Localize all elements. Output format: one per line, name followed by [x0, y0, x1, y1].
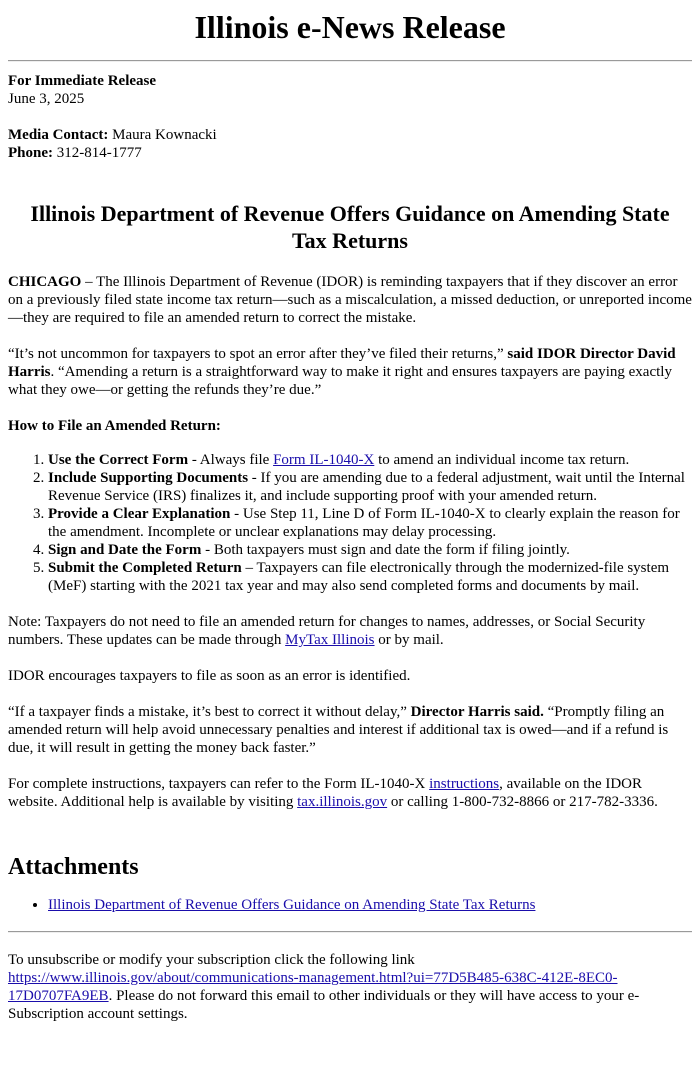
- attachments-list: [8, 896, 692, 914]
- top-divider: [8, 60, 692, 62]
- list-item: 2. Include Supporting Documents - If you are amending due to a federal adjustment, wait until the Internal Revenue Service (IRS) finalizes it, and include supporting proof with your amended return.: [48, 469, 692, 505]
- release-info: [8, 72, 692, 108]
- list-item: 1. Use the Correct Form - Always file Form IL-1040-X to amend an individual income tax return.: [48, 451, 692, 469]
- paragraph-instructions: For complete instructions, taxpayers can refer to the Form IL-1040-X instructions, available on the IDOR website. Additional help is available by visiting tax.illinois.gov or calling 1-800-732-8866 or 217-782-3336.: [8, 776, 658, 810]
- attachment-link[interactable]: Illinois Department of Revenue Offers Guidance on Amending State Tax Returns: [48, 897, 536, 913]
- paragraph-quote-harris: “If a taxpayer finds a mistake, it’s best to correct it without delay,” Director Harris said. “Promptly filing an amended return will help avoid unnecessary penalties and interest if additional tax is owed—and if a refund is due, it will result in getting the money back faster.”: [8, 704, 669, 756]
- media-contact: Media Contact: Maura Kownacki: [8, 127, 217, 143]
- mytax-illinois-link[interactable]: MyTax Illinois: [285, 632, 375, 648]
- article-headline: Illinois Department of Revenue Offers Guidance on Amending State Tax Returns: [30, 201, 670, 253]
- paragraph-quote-director: “It’s not uncommon for taxpayers to spot an error after they’ve filed their returns,” said IDOR Director David Harris. “Amending a return is a straightforward way to make it right and ensures taxpayers are paying exactly what they owe—or getting the refunds they’re due.”: [8, 346, 676, 398]
- paragraph-note: Note: Taxpayers do not need to file an amended return for changes to names, addresses, or Social Security numbers. These updates can be made through MyTax Illinois or by mail.: [8, 614, 646, 648]
- bottom-divider: [8, 931, 692, 933]
- release-date: June 3, 2025: [8, 91, 85, 107]
- form-il-1040-x-link[interactable]: Form IL-1040-X: [273, 452, 375, 468]
- tax-illinois-link[interactable]: tax.illinois.gov: [297, 794, 388, 810]
- list-item: 4. Sign and Date the Form - Both taxpayers must sign and date the form if filing jointly.: [48, 541, 692, 559]
- site-title: Illinois e-News Release: [194, 9, 506, 45]
- attachments-heading: Attachments: [8, 854, 139, 880]
- list-item: 3. Provide a Clear Explanation - Use Step 11, Line D of Form IL-1040-X to clearly explain the reason for the amendment. Incomplete or unclear explanations may delay processing.: [48, 505, 692, 541]
- paragraph-intro: CHICAGO – The Illinois Department of Revenue (IDOR) is reminding taxpayers that if they discover an error on a previously filed state income tax return—such as a miscalculation, a missed deduction, or unreported income—they are required to file an amended return to correct the mistake.: [8, 274, 692, 326]
- list-item: [48, 896, 692, 914]
- contact-info: [8, 126, 692, 162]
- paragraph-encourage: IDOR encourages taxpayers to file as soon as an error is identified.: [8, 668, 411, 684]
- unsubscribe-notice: To unsubscribe or modify your subscription click the following link https://www.illinois.gov/about/communications-management.html?ui=77D5B485-638C-412E-8EC0-17D0707FA9EB. Please do not forward this email to other individuals or they will have access to your e-Subscription account settings.: [8, 952, 640, 1022]
- email-page: [0, 8, 700, 1023]
- unsubscribe-link[interactable]: https://www.illinois.gov/about/communications-management.html?ui=77D5B485-638C-412E-8EC0-17D0707FA9EB: [8, 970, 618, 1004]
- instructions-link[interactable]: instructions: [429, 776, 500, 792]
- how-to-heading: How to File an Amended Return:: [8, 418, 221, 434]
- dateline: CHICAGO: [8, 274, 82, 290]
- release-label: For Immediate Release: [8, 73, 157, 89]
- steps-list: [8, 451, 692, 595]
- list-item: 5. Submit the Completed Return – Taxpayers can file electronically through the modernized-file system (MeF) starting with the 2021 tax year and may also send completed forms and documents by mail.: [48, 559, 692, 595]
- phone: Phone: 312-814-1777: [8, 145, 142, 161]
